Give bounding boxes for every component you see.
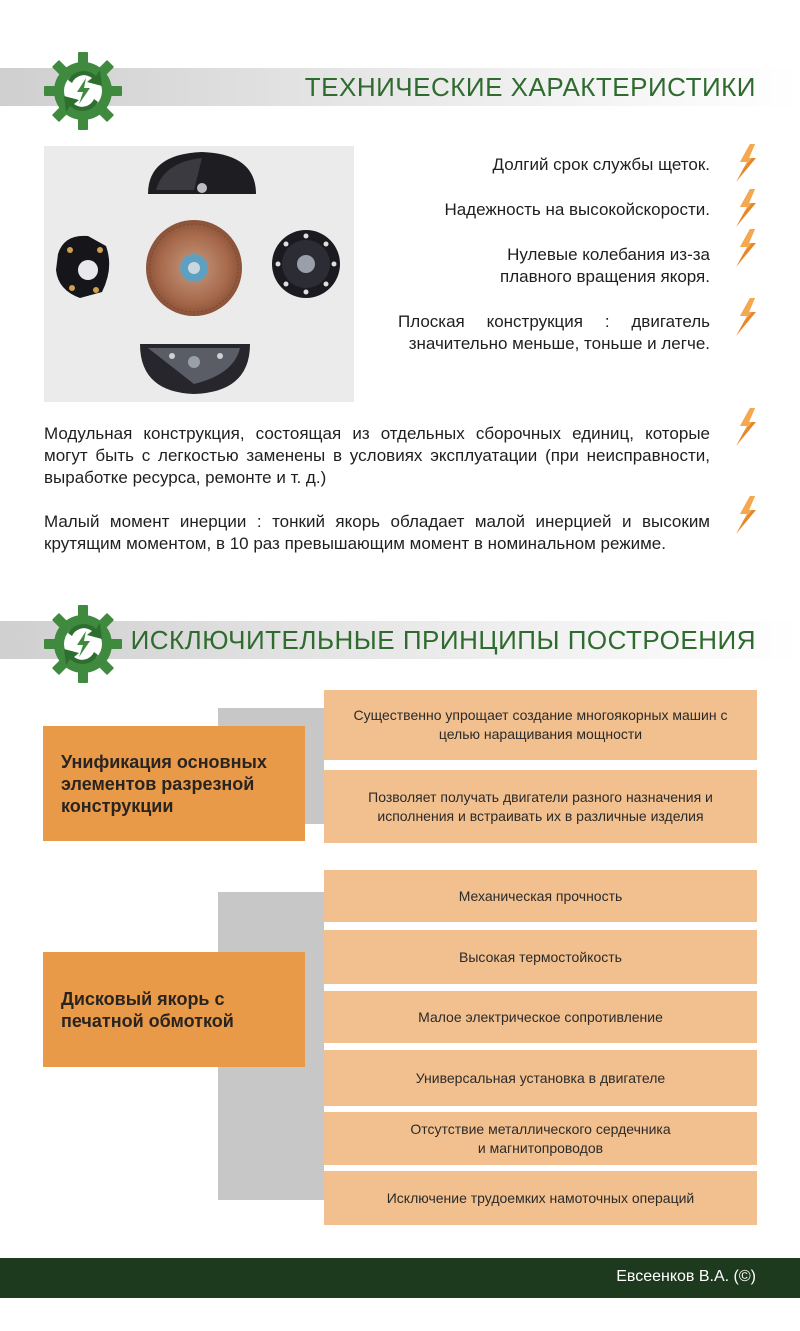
principle2-item: Универсальная установка в двигателе <box>324 1050 757 1106</box>
feature-high-speed: Надежность на высокойскорости. <box>444 200 710 219</box>
principle2-label-text: Дисковый якорь с печатной обмоткой <box>61 988 234 1031</box>
principle2-item: Высокая термостойкость <box>324 930 757 984</box>
lightning-bolt-icon <box>734 229 758 267</box>
feature-brush-life: Долгий срок службы щеток. <box>492 155 710 174</box>
feature-low-inertia: Малый момент инерции : тонкий якорь обладает малой инерцией и высоким крутящим моментом, в 10 раз превышающим момент в номинальном режиме. <box>44 512 710 553</box>
principle2-item: Исключение трудоемких намоточных операций <box>324 1171 757 1225</box>
principle1-label-text: Унификация основных элементов разрезной конструкции <box>61 751 267 816</box>
lightning-bolt-icon <box>734 144 758 182</box>
footer-author: Евсеенков В.А. (©) <box>616 1268 756 1285</box>
principle2-item: Отсутствие металлического сердечника и магнитопроводов <box>324 1112 757 1165</box>
lightning-bolt-icon <box>734 408 758 446</box>
footer-bar <box>0 1258 800 1298</box>
principle2-item: Механическая прочность <box>324 870 757 922</box>
feature-modular-design: Модульная конструкция, состоящая из отдельных сборочных единиц, которые могут быть с легкостью заменены в условиях эксплуатации (при неисправности, выработке ресурса, ремонте и т. д.) <box>44 424 710 487</box>
feature-zero-vibration: Нулевые колебания из-за плавного вращения якоря. <box>500 245 710 286</box>
principle1-item: Существенно упрощает создание многоякорных машин с целью наращивания мощности <box>324 690 757 760</box>
lightning-bolt-icon <box>734 496 758 534</box>
gear-recycle-logo-icon <box>44 52 122 130</box>
feature-flat-design: Плоская конструкция : двигатель значительно меньше, тоньше и легче. <box>398 312 710 353</box>
gear-recycle-logo-icon <box>44 605 122 683</box>
lightning-bolt-icon <box>734 298 758 336</box>
principle2-item: Малое электрическое сопротивление <box>324 991 757 1043</box>
section2-title: ИСКЛЮЧИТЕЛЬНЫЕ ПРИНЦИПЫ ПОСТРОЕНИЯ <box>130 625 756 655</box>
motor-parts-photo <box>44 146 354 402</box>
section1-title: ТЕХНИЧЕСКИЕ ХАРАКТЕРИСТИКИ <box>304 72 756 102</box>
lightning-bolt-icon <box>734 189 758 227</box>
principle1-item: Позволяет получать двигатели разного назначения и исполнения и встраивать их в различные изделия <box>324 770 757 843</box>
principle1-label <box>43 726 305 841</box>
principle2-label <box>43 952 305 1067</box>
